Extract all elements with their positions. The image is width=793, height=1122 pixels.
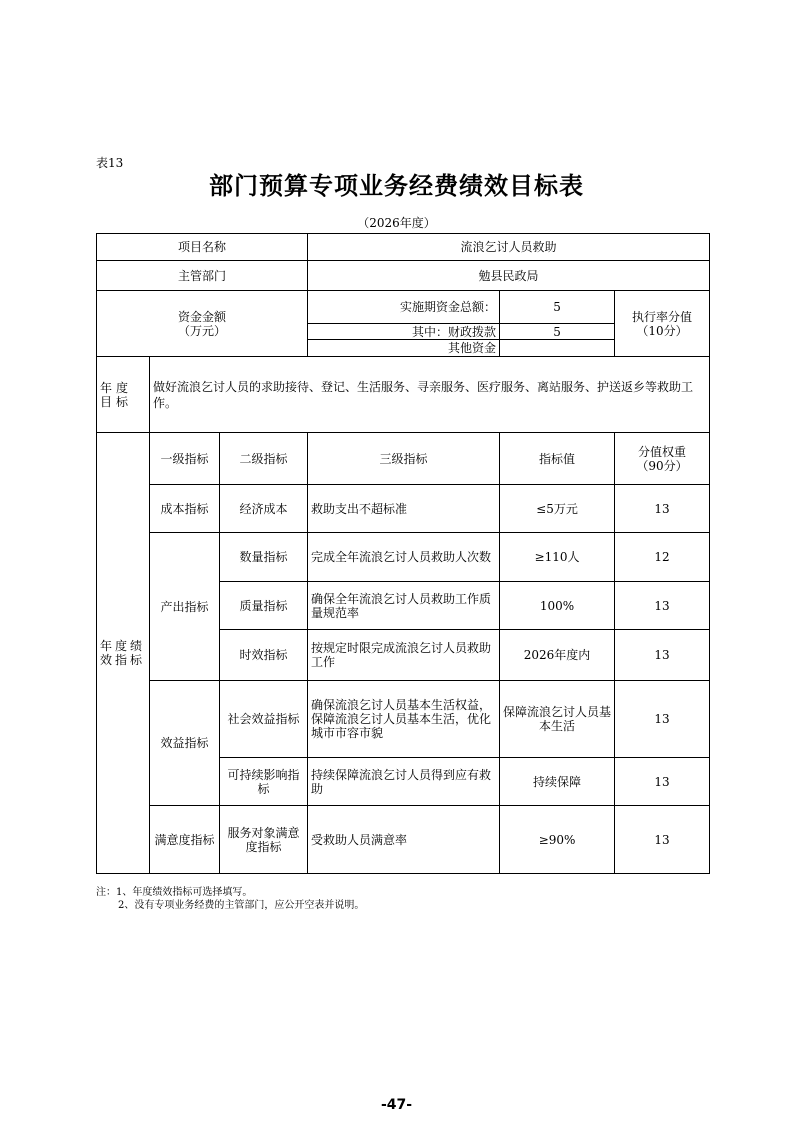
annual-goal-label: 年度目标 <box>97 357 150 433</box>
cost-weight: 13 <box>615 485 710 533</box>
quantity-level3: 完成全年流浪乞讨人员救助人次数 <box>308 533 500 582</box>
timeliness-weight: 13 <box>615 630 710 681</box>
social-level2: 社会效益指标 <box>220 681 308 758</box>
quantity-weight: 12 <box>615 533 710 582</box>
table-row <box>97 681 710 758</box>
table-row <box>97 485 710 533</box>
department-value: 勉县民政局 <box>308 261 710 291</box>
benefit-level1: 效益指标 <box>150 681 220 806</box>
sustainable-level3: 持续保障流浪乞讨人员得到应有救助 <box>308 758 500 806</box>
timeliness-level3: 按规定时限完成流浪乞讨人员救助工作 <box>308 630 500 681</box>
satisfaction-value: ≥90% <box>500 806 615 874</box>
page-number: -47- <box>380 1097 413 1113</box>
annual-goal-text: 做好流浪乞讨人员的求助接待、登记、生活服务、寻亲服务、医疗服务、离站服务、护送返乡等救助工作。 <box>150 357 710 433</box>
satisfaction-level1: 满意度指标 <box>150 806 220 874</box>
department-label: 主管部门 <box>97 261 308 291</box>
header-level1: 一级指标 <box>150 433 220 485</box>
timeliness-value: 2026年度内 <box>500 630 615 681</box>
total-funds-value: 5 <box>500 291 615 324</box>
other-funds-value <box>500 340 615 357</box>
table-row <box>97 357 710 433</box>
header-value: 指标值 <box>500 433 615 485</box>
table-row <box>97 533 710 582</box>
table-number-label: 表13 <box>96 156 124 170</box>
social-value: 保障流浪乞讨人员基本生活 <box>500 681 615 758</box>
sustainable-value: 持续保障 <box>500 758 615 806</box>
table-row <box>97 806 710 874</box>
funds-unit: （万元） <box>178 323 227 338</box>
cost-level2: 经济成本 <box>220 485 308 533</box>
quality-weight: 13 <box>615 582 710 630</box>
quality-level3: 确保全年流浪乞讨人员救助工作质量规范率 <box>308 582 500 630</box>
header-level3: 三级指标 <box>308 433 500 485</box>
satisfaction-level3: 受救助人员满意率 <box>308 806 500 874</box>
quantity-value: ≥110人 <box>500 533 615 582</box>
quality-value: 100% <box>500 582 615 630</box>
project-name-label: 项目名称 <box>97 234 308 261</box>
fiscal-year: （2026年度） <box>357 216 436 230</box>
performance-goal-table <box>96 233 710 874</box>
output-level1: 产出指标 <box>150 533 220 681</box>
funds-label: 资金金额 <box>178 309 227 324</box>
timeliness-level2: 时效指标 <box>220 630 308 681</box>
execution-rate-score: （10分） <box>636 323 688 338</box>
footnotes <box>96 886 364 912</box>
table-row <box>97 291 710 324</box>
table-row <box>97 234 710 261</box>
table-row <box>97 433 710 485</box>
sustainable-level2: 可持续影响指标 <box>220 758 308 806</box>
footnote-2: 2、没有专项业务经费的主管部门，应公开空表并说明。 <box>118 900 365 911</box>
funds-amount-label <box>97 291 308 357</box>
cost-level3: 救助支出不超标准 <box>308 485 500 533</box>
footnote-1: 注：1、年度绩效指标可选择填写。 <box>96 887 253 898</box>
header-weight-sub: （90分） <box>636 458 688 473</box>
satisfaction-level2: 服务对象满意度指标 <box>220 806 308 874</box>
header-weight: 分值权重 <box>638 444 687 459</box>
cost-level1: 成本指标 <box>150 485 220 533</box>
annual-performance-label: 年度绩效指标 <box>97 433 150 874</box>
satisfaction-weight: 13 <box>615 806 710 874</box>
social-level3: 确保流浪乞讨人员基本生活权益，保障流浪乞讨人员基本生活，优化城市市容市貌 <box>308 681 500 758</box>
header-level2: 二级指标 <box>220 433 308 485</box>
quantity-level2: 数量指标 <box>220 533 308 582</box>
project-name-value: 流浪乞讨人员救助 <box>308 234 710 261</box>
other-funds-label: 其他资金 <box>308 340 500 357</box>
table-row <box>97 261 710 291</box>
fiscal-funds-label: 其中：财政拨款 <box>308 324 500 340</box>
total-funds-label: 实施期资金总额： <box>308 291 500 324</box>
header-weight-cell <box>615 433 710 485</box>
social-weight: 13 <box>615 681 710 758</box>
page-title: 部门预算专项业务经费绩效目标表 <box>209 172 584 200</box>
fiscal-funds-value: 5 <box>500 324 615 340</box>
sustainable-weight: 13 <box>615 758 710 806</box>
execution-rate-label: 执行率分值 <box>632 309 693 324</box>
quality-level2: 质量指标 <box>220 582 308 630</box>
execution-rate-cell <box>615 291 710 357</box>
cost-value: ≤5万元 <box>500 485 615 533</box>
